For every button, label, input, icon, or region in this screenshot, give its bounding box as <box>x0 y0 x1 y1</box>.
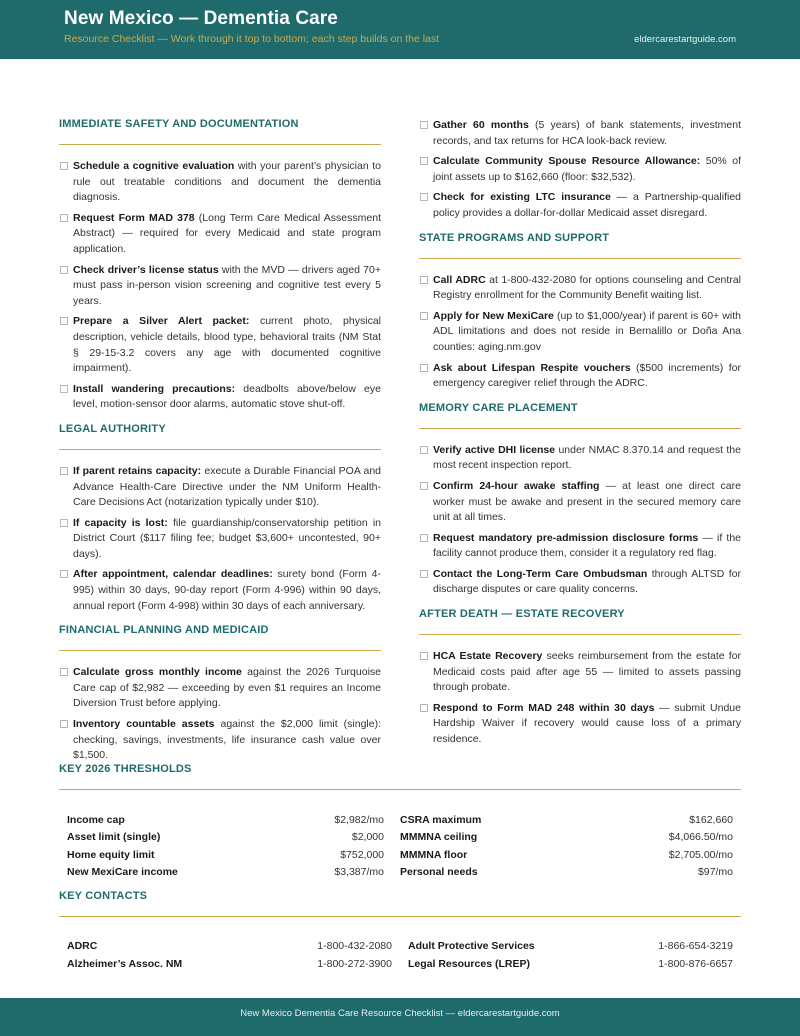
row-value: $97/mo <box>697 865 733 878</box>
checklist-item <box>59 567 381 614</box>
row-value: $752,000 <box>340 848 384 861</box>
item-heading: If capacity is lost: <box>73 516 168 529</box>
checkbox[interactable] <box>420 534 428 542</box>
row-label: Income cap <box>67 814 125 826</box>
section-title: STATE PROGRAMS AND SUPPORT <box>419 232 741 259</box>
checklist-section <box>419 402 741 598</box>
page-header <box>0 0 800 59</box>
item-heading: Check driver’s license status <box>73 263 219 276</box>
checklist-section <box>59 423 381 614</box>
checkbox[interactable] <box>420 121 428 129</box>
checklist-item <box>59 159 381 206</box>
checkbox[interactable] <box>420 312 428 320</box>
checkbox[interactable] <box>60 317 68 325</box>
checkbox[interactable] <box>60 720 68 728</box>
item-text: — if the facility cannot produce them, consider it a regulatory red flag. <box>433 531 741 560</box>
row-value: 1-800-876-6657 <box>658 957 733 970</box>
item-heading: Install wandering precautions: <box>73 382 236 395</box>
item-text: — submit Undue Hardship Waiver if recovery would cause loss of a primary residence. <box>433 701 741 746</box>
item-heading: Respond to Form MAD 248 within 30 days <box>433 701 655 714</box>
checklist-item <box>59 665 381 712</box>
row-value: $162,660 <box>689 814 733 826</box>
section-title: AFTER DEATH — ESTATE RECOVERY <box>419 608 741 635</box>
row-value: $4,066.50/mo <box>668 831 733 844</box>
item-heading: Gather 60 months <box>433 119 529 131</box>
page-subtitle: Resource Checklist — Work through it top to bottom; each step builds on the last <box>64 33 440 45</box>
contact-row <box>59 938 741 956</box>
section-title: KEY CONTACTS <box>59 890 741 917</box>
item-text: 50% of joint assets up to $162,660 (floor: $32,532). <box>433 155 741 183</box>
row-value: $2,705.00/mo <box>668 848 733 861</box>
checklist-item <box>59 516 381 563</box>
item-text: seeks reimbursement from the estate for Medicaid costs paid after age 55 — limited to assets passing through probate. <box>433 650 741 694</box>
section-title: LEGAL AUTHORITY <box>59 423 381 450</box>
row-label: Adult Protective Services <box>408 940 535 952</box>
threshold-row <box>59 864 741 881</box>
checklist-item <box>419 701 741 748</box>
threshold-row <box>59 829 741 846</box>
row-label: ADRC <box>67 940 98 952</box>
header-site-link[interactable]: eldercarestartguide.com <box>634 34 736 45</box>
checklist-item <box>419 309 741 356</box>
item-heading: Contact the Long-Term Care Ombudsman <box>433 567 648 580</box>
checkbox[interactable] <box>60 162 68 170</box>
item-text: under NMAC 8.370.14 and request the most recent inspection report. <box>433 443 741 472</box>
thresholds-table <box>59 812 741 881</box>
right-column <box>419 118 741 753</box>
item-text: at 1-800-432-2080 for options counseling and Central Registry enrollment for the Community Benefit waiting list. <box>433 273 741 302</box>
item-heading: Prepare a Silver Alert packet: <box>73 315 250 328</box>
row-label: New MexiCare income <box>67 865 178 878</box>
item-text: against the $2,000 limit (single): checking, savings, investments, life insurance cash value over $1,500. <box>73 718 381 762</box>
item-text: surety bond (Form 4-995) within 30 days, 90-day report (Form 4-996) within 90 days, annual report (Form 4-998) within 30 days of each anniversary. <box>73 568 382 612</box>
checklist-item <box>59 314 381 376</box>
item-heading: Verify active DHI license <box>433 443 556 456</box>
checkbox[interactable] <box>420 157 428 165</box>
checkbox[interactable] <box>60 570 68 578</box>
threshold-row <box>59 847 741 864</box>
item-text: with your parent’s physician to rule out treatable conditions and document the dementia diagnosis. <box>73 160 381 204</box>
item-heading: Confirm 24-hour awake staffing <box>433 479 600 492</box>
item-text: execute a Durable Financial POA and Advance Health-Care Directive under the NM Uniform Health-Care Decisions Act (notarization typically under $10). <box>73 464 381 509</box>
left-column <box>59 118 381 769</box>
item-text: — at least one direct care worker must be awake and present in the secured memory care unit at all times. <box>433 479 741 524</box>
item-text: current photo, physical description, vehicle details, blood type, behavioral traits (NM Stat § 29-15-3.2 covers any age with documented cognitive impairment). <box>73 315 381 375</box>
contacts-section <box>59 890 741 931</box>
checklist-item <box>59 211 381 258</box>
row-label: Asset limit (single) <box>67 831 161 844</box>
page-footer: New Mexico Dementia Care Resource Checklist — eldercarestartguide.com <box>0 998 800 1036</box>
checkbox[interactable] <box>420 652 428 660</box>
row-label: Home equity limit <box>67 848 155 861</box>
checkbox[interactable] <box>60 385 68 393</box>
row-value: 1-800-272-3900 <box>317 957 392 970</box>
checkbox[interactable] <box>60 668 68 676</box>
checkbox[interactable] <box>60 467 68 475</box>
checklist-section <box>59 118 381 413</box>
item-text: ($500 increments) for emergency caregiver relief through the ADRC. <box>433 361 741 390</box>
contact-row <box>59 956 741 974</box>
row-label: MMMNA floor <box>400 848 468 861</box>
row-value: 1-866-654-3219 <box>658 940 733 952</box>
item-heading: Call ADRC <box>433 273 486 286</box>
checklist-item <box>419 154 741 185</box>
row-label: CSRA maximum <box>400 814 482 826</box>
item-text: through ALTSD for discharge disputes or care quality concerns. <box>433 567 742 596</box>
checklist-item <box>59 464 381 511</box>
item-heading: Schedule a cognitive evaluation <box>73 160 235 172</box>
checklist-item <box>419 118 741 149</box>
item-text: — a Partnership-qualified policy provides a dollar-for-dollar Medicaid asset disregard. <box>433 191 741 219</box>
checklist-item <box>419 443 741 474</box>
checkbox[interactable] <box>420 364 428 372</box>
checkbox[interactable] <box>420 276 428 284</box>
item-heading: Calculate gross monthly income <box>73 666 242 679</box>
item-text: with the MVD — drivers aged 70+ must pass in-person vision screening and cognitive test every 5 years. <box>73 263 381 307</box>
item-text: (Long Term Care Medical Assessment Abstract) — required for every Medicaid and state program application. <box>73 211 381 255</box>
checkbox[interactable] <box>420 193 428 201</box>
item-heading: If parent retains capacity: <box>73 464 202 477</box>
checklist-section <box>59 624 381 764</box>
checklist-item <box>419 273 741 304</box>
item-heading: Request mandatory pre-admission disclosure forms <box>433 531 699 544</box>
section-title: KEY 2026 THRESHOLDS <box>59 763 741 790</box>
row-value: $3,387/mo <box>334 865 384 878</box>
item-text: file guardianship/conservatorship petition in District Court ($117 filing fee; budget $3,600+ uncontested, 90+ days). <box>73 516 381 560</box>
item-heading: Calculate Community Spouse Resource Allowance: <box>433 155 701 168</box>
item-heading: Inventory countable assets <box>73 718 215 731</box>
item-text: against the 2026 Turquoise Care cap of $2,982 — exceeding by even $1 requires an Income Diversion Trust before applying. <box>73 666 381 710</box>
checkbox[interactable] <box>60 214 68 222</box>
checklist-item <box>419 361 741 392</box>
checkbox[interactable] <box>420 446 428 454</box>
section-title: FINANCIAL PLANNING AND MEDICAID <box>59 624 381 651</box>
page-title: New Mexico — Dementia Care <box>64 8 338 29</box>
checkbox[interactable] <box>420 704 428 712</box>
checklist-item <box>59 263 381 310</box>
contacts-table <box>59 938 741 973</box>
checkbox[interactable] <box>420 482 428 490</box>
checkbox[interactable] <box>60 519 68 527</box>
section-title: MEMORY CARE PLACEMENT <box>419 402 741 429</box>
row-label: Personal needs <box>400 865 478 878</box>
item-heading: HCA Estate Recovery <box>433 650 543 663</box>
checkbox[interactable] <box>420 570 428 578</box>
item-text: (5 years) of bank statements, investment records, and tax returns for HCA look-back review. <box>433 119 741 147</box>
row-value: 1-800-432-2080 <box>317 940 392 952</box>
checklist-section <box>419 232 741 392</box>
item-heading: After appointment, calendar deadlines: <box>73 568 273 581</box>
item-text: deadbolts above/below eye level, motion-sensor door alarms, automatic stove shut-off. <box>73 382 381 411</box>
row-label: Legal Resources (LREP) <box>408 957 530 970</box>
row-value: $2,000 <box>351 831 384 844</box>
threshold-row <box>59 812 741 829</box>
continued-items <box>419 118 741 222</box>
item-text: (up to $1,000/year) if parent is 60+ with ADL limitations and does not reside in Bernalillo or Doña Ana counties: aging.nm.gov <box>433 309 741 353</box>
checklist-item <box>59 382 381 413</box>
checklist-item <box>419 190 741 221</box>
checklist-item <box>419 479 741 526</box>
item-heading: Request Form MAD 378 <box>73 211 195 224</box>
checklist-item <box>419 567 741 598</box>
row-label: MMMNA ceiling <box>400 831 478 844</box>
checkbox[interactable] <box>60 266 68 274</box>
checklist-item <box>59 717 381 764</box>
checklist-item <box>419 649 741 696</box>
checklist-item <box>419 531 741 562</box>
item-heading: Ask about Lifespan Respite vouchers <box>433 361 631 374</box>
item-heading: Apply for New MexiCare <box>433 309 554 322</box>
checklist-section <box>419 608 741 748</box>
row-value: $2,982/mo <box>334 814 384 826</box>
item-heading: Check for existing LTC insurance <box>433 191 611 204</box>
section-title: IMMEDIATE SAFETY AND DOCUMENTATION <box>59 118 381 145</box>
thresholds-section <box>59 763 741 804</box>
row-label: Alzheimer’s Assoc. NM <box>67 957 183 970</box>
